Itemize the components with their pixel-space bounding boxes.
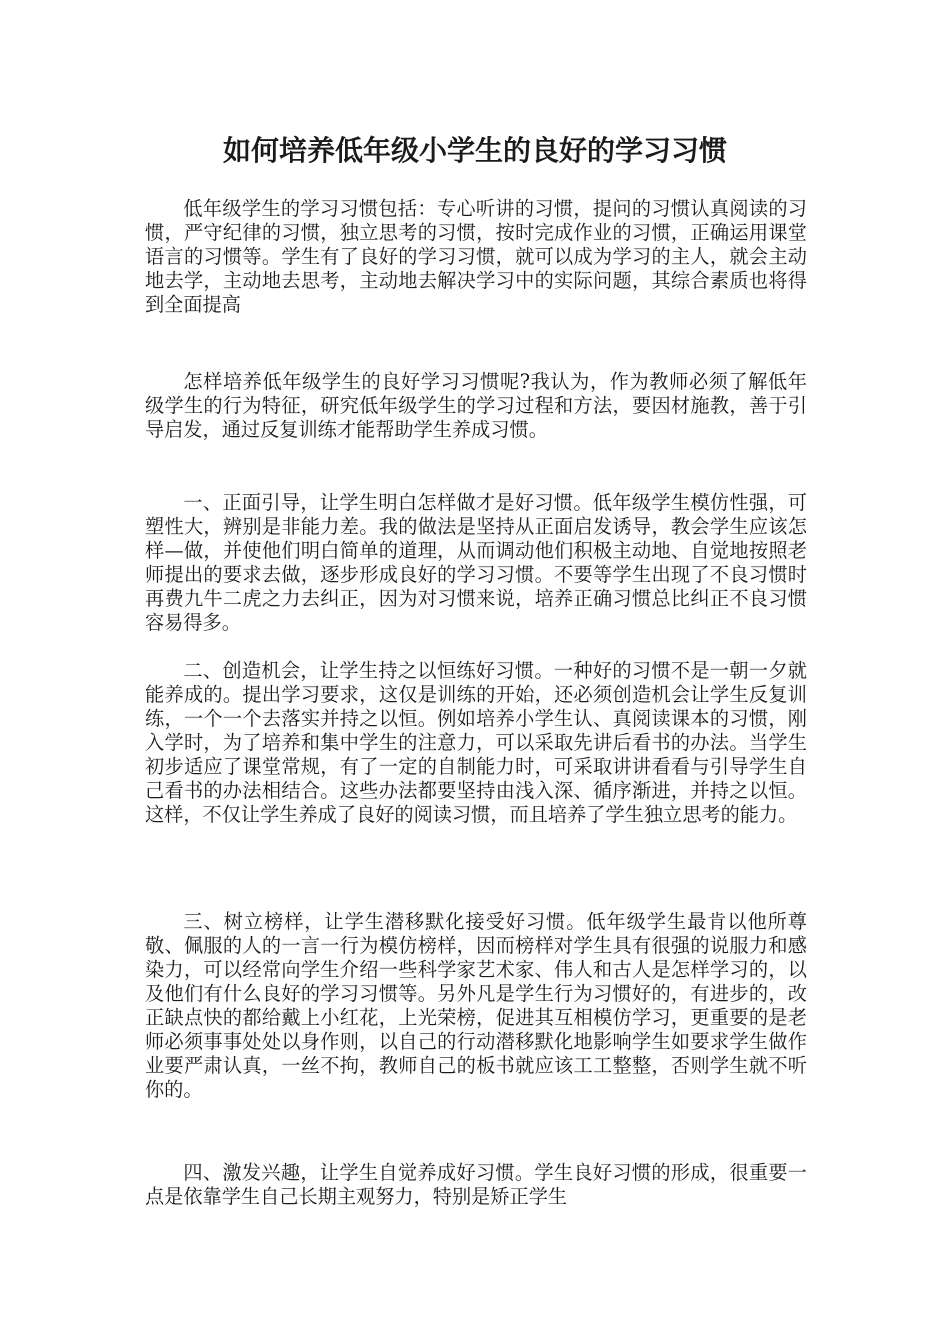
paragraph-point-3: 三、树立榜样，让学生潜移默化接受好习惯。低年级学生最肯以他所尊敬、佩服的人的一言一行为模仿榜样，因而榜样对学生具有很强的说服力和感染力，可以经常向学生介绍一些科学家艺术家、伟人和古人是怎样学习的，以及他们有什么良好的学习习惯等。另外凡是学生行为习惯好的，有进步的，改正缺点快的都给戴上小红花，上光荣榜，促进其互相模仿学习，更重要的是老师必须事事处处以身作则，以自己的行动潜移默化地影响学生如要求学生做作业要严肃认真，一丝不拘，教师自己的板书就应该工工整整，否则学生就不听你的。 <box>145 910 807 1101</box>
paragraph-point-4: 四、激发兴趣，让学生自觉养成好习惯。学生良好习惯的形成，很重要一点是依靠学生自己长期主观努力，特别是矫正学生 <box>145 1161 807 1208</box>
paragraph-point-2: 二、创造机会，让学生持之以恒练好习惯。一种好的习惯不是一朝一夕就能养成的。提出学习要求，这仅是训练的开始，还必须创造机会让学生反复训练，一个一个去落实并持之以恒。例如培养小学生认、真阅读课本的习惯，刚入学时，为了培养和集中学生的注意力，可以采取先讲后看书的办法。当学生初步适应了课堂常规，有了一定的自制能力时，可采取讲讲看看与引导学生自己看书的办法相结合。这些办法都要坚持由浅入深、循序渐进，并持之以恒。这样，不仅让学生养成了良好的阅读习惯，而且培养了学生独立思考的能力。 <box>145 659 807 826</box>
paragraph-intro: 低年级学生的学习习惯包括：专心听讲的习惯，提问的习惯认真阅读的习惯，严守纪律的习惯，独立思考的习惯，按时完成作业的习惯，正确运用课堂语言的习惯等。学生有了良好的学习习惯，就可以成为学习的主人，就会主动地去学，主动地去思考，主动地去解决学习中的实际问题，其综合素质也将得到全面提高 <box>145 197 807 316</box>
document-title: 如何培养低年级小学生的良好的学习习惯 <box>222 134 727 167</box>
paragraph-question: 怎样培养低年级学生的良好学习习惯呢?我认为，作为教师必须了解低年级学生的行为特征，研究低年级学生的学习过程和方法，要因材施教，善于引导启发，通过反复训练才能帮助学生养成习惯。 <box>145 370 807 441</box>
paragraph-point-1: 一、正面引导，让学生明白怎样做才是好习惯。低年级学生模仿性强，可塑性大，辨别是非能力差。我的做法是坚持从正面启发诱导，教会学生应该怎样—做，并使他们明白简单的道理，从而调动他们积极主动地、自觉地按照老师提出的要求去做，逐步形成良好的学习习惯。不要等学生出现了不良习惯时再费九牛二虎之力去纠正，因为对习惯来说，培养正确习惯总比纠正不良习惯容易得多。 <box>145 491 807 634</box>
